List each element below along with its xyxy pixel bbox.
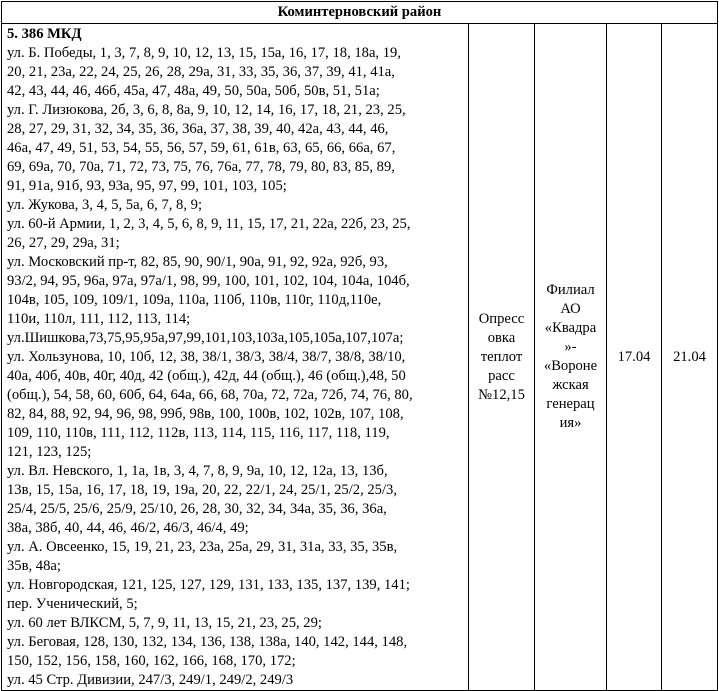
street-line: (общ.), 54, 58, 60, 60б, 64, 64а, 66, 68, 70а, 72, 72а, 72б, 74, 76, 80, bbox=[7, 387, 413, 403]
street-line: ул. Вл. Невского, 1, 1а, 1в, 3, 4, 7, 8, 9, 9а, 10, 12, 12а, 13, 13б, bbox=[7, 463, 388, 479]
street-line: ул. Беговая, 128, 130, 132, 134, 136, 138, 138а, 140, 142, 144, 148, bbox=[7, 634, 408, 650]
work-type-cell bbox=[469, 24, 535, 691]
street-line: ул.Шишкова,73,75,95,95а,97,99,101,103,103а,105,105а,107,107а; bbox=[7, 330, 404, 346]
street-line: 69, 69а, 70, 70а, 71, 72, 73, 75, 76, 76а, 77, 78, 79, 80, 83, 85, 89, bbox=[7, 159, 395, 175]
street-line: ул. Хользунова, 10, 10б, 12, 38, 38/1, 38/3, 38/4, 38/7, 38/8, 38/10, bbox=[7, 349, 406, 365]
executor-line: генерац bbox=[546, 396, 595, 412]
end-date-cell: 21.04 bbox=[662, 24, 718, 691]
table-row bbox=[2, 24, 718, 691]
street-line: 150, 152, 156, 158, 160, 162, 166, 168, 170, 172; bbox=[7, 653, 296, 669]
executor-cell bbox=[535, 24, 607, 691]
street-line: 25/4, 25/5, 25/6, 25/9, 25/10, 26, 28, 30, 32, 34, 34а, 35, 36, 36а, bbox=[7, 501, 387, 517]
block-header: 5. 386 МКД bbox=[7, 26, 82, 42]
work-type-line: овка bbox=[487, 329, 516, 346]
street-list bbox=[7, 44, 464, 690]
street-line: 38а, 38б, 40, 44, 46, 46/2, 46/3, 46/4, 49; bbox=[7, 520, 249, 536]
street-line: ул. Б. Победы, 1, 3, 7, 8, 9, 10, 12, 13, 15, 15а, 16, 17, 18, 18а, 19, bbox=[7, 45, 401, 61]
start-date-cell: 17.04 bbox=[607, 24, 662, 691]
street-line: 35в, 48а; bbox=[7, 558, 61, 574]
executor-line: «Квадра bbox=[544, 320, 597, 336]
street-line: ул. Московский пр-т, 82, 85, 90, 90/1, 90а, 91, 92, 92а, 92б, 93, bbox=[7, 254, 388, 270]
street-line: 42, 43, 44, 46, 46б, 45а, 47, 48а, 49, 50, 50а, 50б, 50в, 51, 51а; bbox=[7, 83, 380, 99]
street-line: 93/2, 94, 95, 96а, 97а, 97а/1, 98, 99, 100, 101, 102, 104, 104а, 104б, bbox=[7, 273, 410, 289]
work-type-line: теплот bbox=[480, 348, 523, 365]
work-type-text bbox=[469, 310, 534, 405]
executor-line: ия» bbox=[559, 415, 582, 431]
street-line: 121, 123, 125; bbox=[7, 444, 92, 460]
executor-text bbox=[535, 281, 606, 433]
street-line: 104в, 105, 109, 109/1, 109а, 110а, 110б, 110в, 110г, 110д,110е, bbox=[7, 292, 382, 308]
executor-line: «Вороне bbox=[543, 358, 598, 374]
street-line: 13в, 15, 15а, 16, 17, 18, 19, 19а, 20, 22, 22/1, 24, 25/1, 25/2, 25/3, bbox=[7, 482, 397, 498]
work-type-line: №12,15 bbox=[478, 386, 525, 403]
street-line: ул. Жукова, 3, 4, 5, 5а, 6, 7, 8, 9; bbox=[7, 197, 202, 213]
street-line: 46а, 47, 49, 51, 53, 54, 55, 56, 57, 59, 61, 61в, 63, 65, 66, 66а, 67, bbox=[7, 140, 396, 156]
street-line: ул. 45 Стр. Дивизии, 247/3, 249/1, 249/2, 249/3 bbox=[7, 672, 294, 688]
executor-line: »- bbox=[564, 339, 577, 355]
addresses-cell bbox=[2, 24, 469, 691]
street-line: 82, 84, 88, 92, 94, 96, 98, 99б, 98в, 100, 100в, 102, 102в, 107, 108, bbox=[7, 406, 404, 422]
schedule-table bbox=[1, 1, 718, 691]
street-line: ул. Г. Лизюкова, 2б, 3, 6, 8, 8а, 9, 10, 12, 14, 16, 17, 18, 21, 23, 25, bbox=[7, 102, 406, 118]
executor-line: Филиал bbox=[546, 282, 595, 298]
executor-line: АО bbox=[560, 301, 581, 317]
street-line: ул. А. Овсеенко, 15, 19, 21, 23, 23а, 25а, 29, 31, 31а, 33, 35, 35в, bbox=[7, 539, 398, 555]
work-type-line: расс bbox=[488, 367, 515, 384]
street-line: 26, 27, 29, 29а, 31; bbox=[7, 235, 120, 251]
street-line: 109, 110, 110в, 111, 112, 112в, 113, 114, 115, 116, 117, 118, 119, bbox=[7, 425, 390, 441]
street-line: 40а, 40б, 40в, 40г, 40д, 42 (общ.), 42д, 44 (общ.), 46 (общ.),48, 50 bbox=[7, 368, 406, 384]
street-line: 28, 27, 29, 31, 32, 34, 35, 36, 36а, 37, 38, 39, 40, 42а, 43, 44, 46, bbox=[7, 121, 389, 137]
street-line: 110и, 110л, 111, 112, 113, 114; bbox=[7, 311, 191, 327]
street-line: ул. Новгородская, 121, 125, 127, 129, 131, 133, 135, 137, 139, 141; bbox=[7, 577, 410, 593]
street-line: ул. 60 лет ВЛКСМ, 5, 7, 9, 11, 13, 15, 21, 23, 25, 29; bbox=[7, 615, 322, 631]
street-line: 91, 91а, 91б, 93, 93а, 95, 97, 99, 101, 103, 105; bbox=[7, 178, 287, 194]
executor-line: жская bbox=[552, 377, 589, 393]
street-line: пер. Ученический, 5; bbox=[7, 596, 138, 612]
work-type-line: Опресс bbox=[478, 310, 525, 327]
street-line: 20, 21, 23а, 22, 24, 25, 26, 28, 29а, 31, 33, 35, 36, 37, 39, 41, 41а, bbox=[7, 64, 395, 80]
district-title: Коминтерновский район bbox=[2, 2, 718, 24]
district-row bbox=[2, 2, 718, 24]
street-line: ул. 60-й Армии, 1, 2, 3, 4, 5, 6, 8, 9, 11, 15, 17, 21, 22а, 22б, 23, 25, bbox=[7, 216, 411, 232]
